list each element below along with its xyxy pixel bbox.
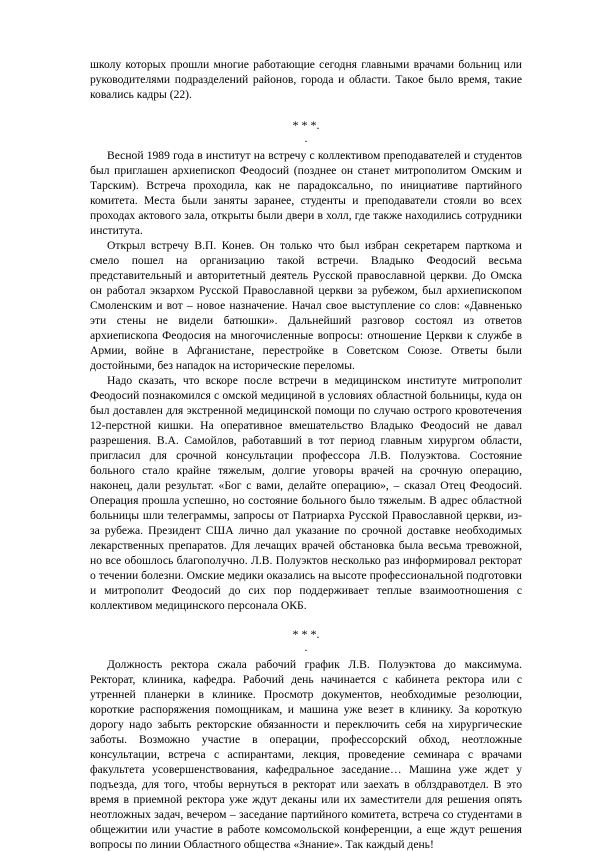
section-separator: * * *.: [292, 627, 320, 641]
paragraph-konev: Открыл встречу В.П. Конев. Он только что был избран секретарем парткома и смело пошел на организацию такой встречи. Владыко Феодосий весьма представительный и авторитетный деятель Русской православной церкви. До Омска он работал экзархом Русской Православной церкви за рубежом, был архиепископом Смоленским и вот – новое назначение. Начал свое выступление со слов: «Давненько эти стены не видели батюшки». Дальнейший разговор состоял из ответов архиепископа Феодосия на многочисленные вопросы: отношение Церкви к службе в Армии, войне в Афганистане, перестройке в Советском Союзе. Ответы были достойными, без нападок на исторические переломы.: [90, 239, 522, 372]
paragraph-intro-continuation: школу которых прошли многие работающие сегодня главными врачами больниц или руководителями подразделений районов, города и области. Такое было время, такие ковались кадры (22).: [90, 58, 522, 101]
document-page: [90, 57, 522, 852]
paragraph-rector-schedule: Должность ректора сжала рабочий график Л.В. Полуэктова до максимума. Ректорат, клиника, кафедра. Рабочий день начинается с кабинета ректора или с утренней планерки в клинике. Просмотр документов, необходимые резолюции, короткие распоряжения помощникам, и машина уже везет в клинику. За короткую дорогу надо забыть ректорские обязанности и переключить себя на хирургические заботы. Возможно участие в операции, профессорский обход, неотложные консультации, встреча с аспирантами, лекция, проведение семинара с врачами факультета усовершенствования, кафедральное заседание… Машина уже ждет у подъезда, для того, чтобы вернуться в ректорат или заехать в облздравотдел. В это время в приемной ректора уже ждут деканы или их заместители для решения опять неотложных задач, вечером – заседание партийного комитета, встреча со студентами в общежитии или участие в работе комсомольской конференции, а еще ждут решения вопросы по линии Областного общества «Знание». Так каждый день!: [90, 658, 522, 851]
section-separator-dot: .: [304, 131, 308, 145]
section-separator: * * *.: [292, 118, 320, 132]
paragraph-feodosy-illness: Надо сказать, что вскоре после встречи в медицинском институте митрополит Феодосий познакомился с омской медициной в условиях областной больницы, куда он был доставлен для экстренной медицинской помощи по случаю острого кровотечения 12-перстной кишки. На оперативное вмешательство Владыко Феодосий не давал разрешения. В.А. Самойлов, работавший в тот период главным хирургом области, пригласил для срочной консультации профессора Л.В. Полуэктова. Состояние больного стало крайне тяжелым, долгие уговоры врачей на срочную операцию, наконец, дали результат. «Бог с вами, делайте операцию», – сказал Отец Феодосий. Операция прошла успешно, но состояние больного было тяжелым. В адрес областной больницы шли телеграммы, запросы от Патриарха Русской Православной церкви, из-за рубежа. Президент США лично дал указание по срочной доставке необходимых лекарственных препаратов. Для лечащих врачей обстановка была весьма тревожной, но все обошлось благополучно. Л.В. Полуэктов несколько раз информировал ректорат о течении болезни. Омские медики оказались на высоте профессиональной подготовки и митрополит Феодосий до сих пор поддерживает теплые взаимоотношения с коллективом медицинского персонала ОКБ.: [90, 374, 522, 612]
paragraph-meeting: Весной 1989 года в институт на встречу с коллективом преподавателей и студентов был приглашен архиепископ Феодосий (позднее он станет митрополитом Омским и Тарским). Встреча проходила, как не парадоксально, по инициативе партийного комитета. Места были заняты заранее, студенты и преподаватели стояли во всех проходах актового зала, открыты были двери в холл, где также находились сотрудники института.: [90, 149, 522, 237]
section-separator-dot: .: [304, 640, 308, 654]
